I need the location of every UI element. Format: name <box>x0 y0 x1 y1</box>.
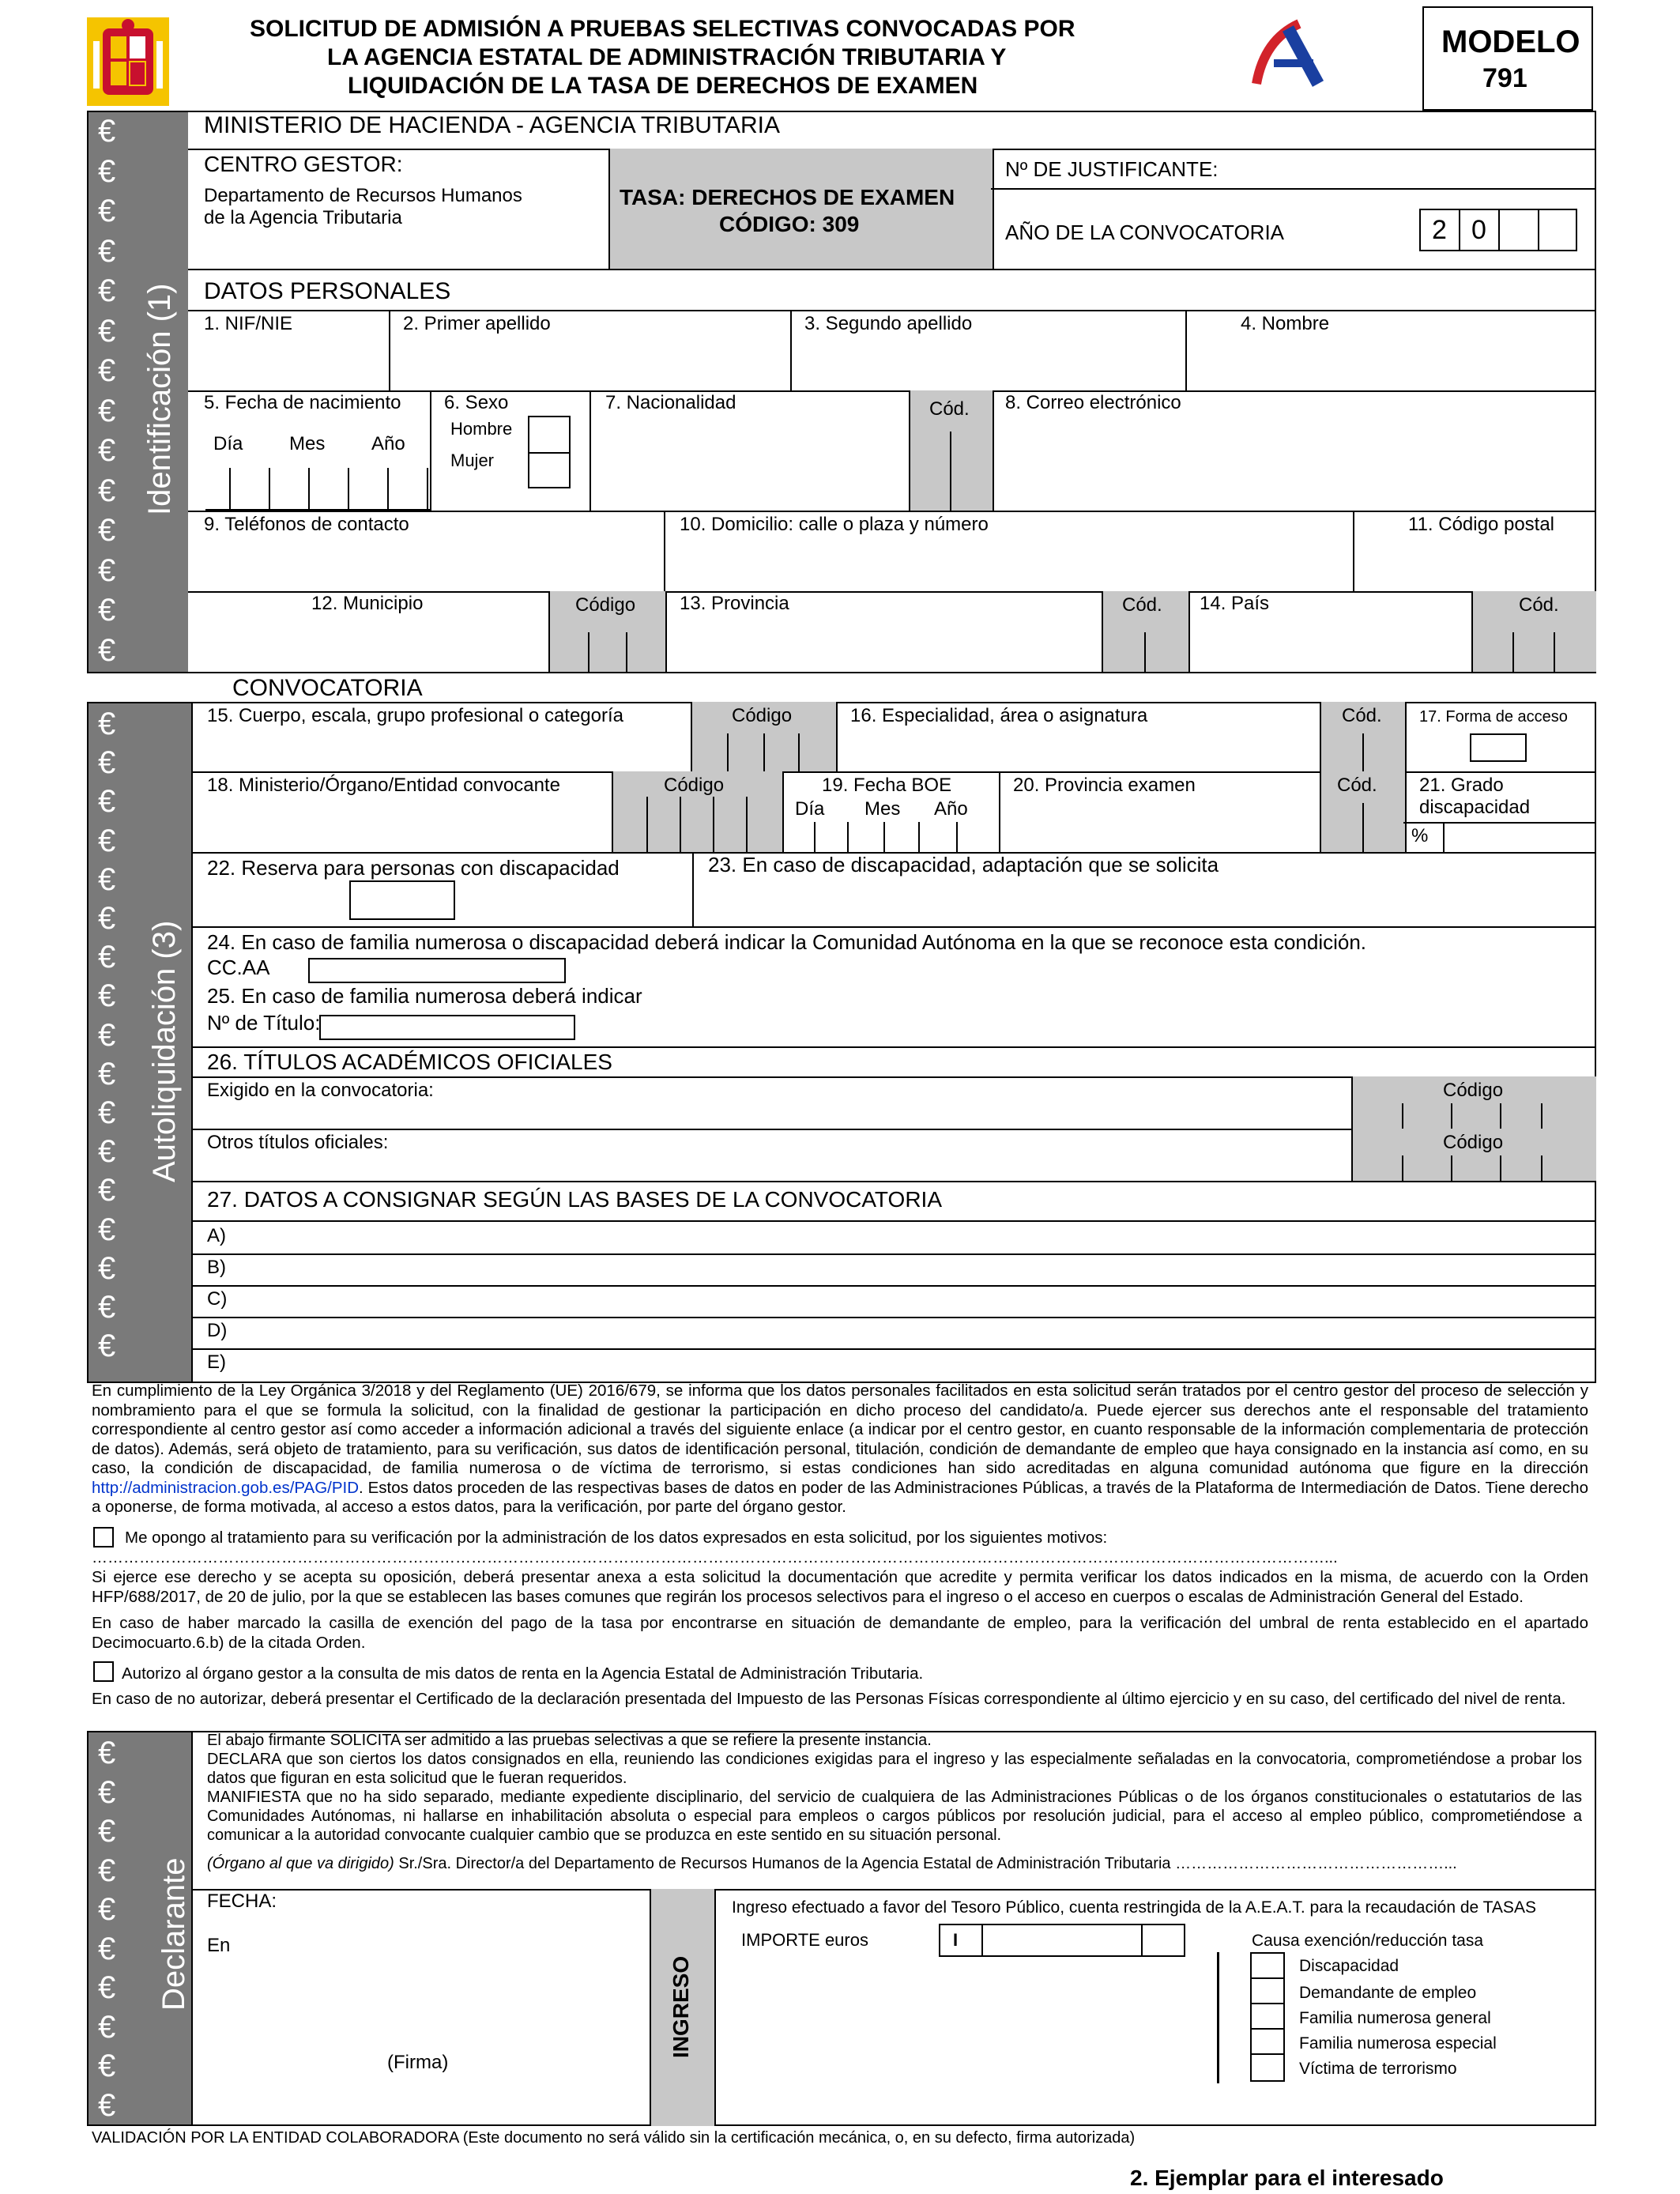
grado-discapacidad-input[interactable] <box>1445 824 1595 850</box>
otros-codigo-label: Código <box>1443 1132 1504 1153</box>
euro-symbol-icon: € <box>98 1173 116 1208</box>
pais-cod-label: Cód. <box>1519 594 1559 616</box>
validacion-text: VALIDACIÓN POR LA ENTIDAD COLABORADORA (Este documento no será válido sin la certificación mecánica, o, en su defecto, firma autorizada) <box>92 2129 1136 2147</box>
causa-familia-numerosa-especial: Familia numerosa especial <box>1299 2034 1497 2053</box>
bases-e-input[interactable] <box>245 1350 1593 1380</box>
hombre-label: Hombre <box>450 419 513 439</box>
euro-symbol-icon: € <box>98 593 116 628</box>
importe-cursor: I <box>953 1930 959 1950</box>
municipio-label: 12. Municipio <box>311 593 424 614</box>
cuerpo-input[interactable] <box>193 732 691 771</box>
euro-symbol-icon: € <box>98 1774 116 1810</box>
modelo-number: 791 <box>1482 63 1527 93</box>
euro-symbol-icon: € <box>98 707 116 741</box>
ccaa-input[interactable] <box>308 958 566 983</box>
causa-familia-numerosa-general: Familia numerosa general <box>1299 2009 1491 2027</box>
euro-symbol-icon: € <box>98 552 116 588</box>
euro-symbol-icon: € <box>98 2049 116 2083</box>
otros-titulos-label: Otros títulos oficiales: <box>207 1132 389 1153</box>
reserva-input[interactable] <box>349 880 455 920</box>
provincia-examen-label: 20. Provincia examen <box>1013 775 1196 796</box>
fecha-label: FECHA: <box>207 1891 277 1912</box>
exigido-codigo-label: Código <box>1443 1080 1504 1101</box>
nacionalidad-cod-label: Cód. <box>929 398 970 420</box>
boe-anio-label: Año <box>934 798 968 820</box>
euro-symbol-icon: € <box>98 313 116 349</box>
euro-symbol-icon: € <box>98 433 116 468</box>
provincia-cod-label: Cód. <box>1122 594 1162 616</box>
causa-checkboxes[interactable] <box>1250 1952 1285 2082</box>
euro-symbol-icon: € <box>98 1134 116 1170</box>
nacionalidad-input[interactable] <box>591 419 907 509</box>
justificante-label: Nº DE JUSTIFICANTE: <box>1005 157 1219 181</box>
identificacion-side-label: Identificación (1) <box>142 283 177 515</box>
euro-symbol-icon: € <box>98 1212 116 1247</box>
pais-input[interactable] <box>1188 620 1470 670</box>
forma-acceso-input[interactable] <box>1470 733 1527 762</box>
mujer-label: Mujer <box>450 450 495 470</box>
titulo-label: Nº de Título: <box>207 1011 321 1035</box>
causa-victima-terrorismo: Víctima de terrorismo <box>1299 2060 1457 2078</box>
euro-symbol-icon: € <box>98 632 116 668</box>
bases-c-label: C) <box>207 1288 228 1310</box>
oposicion-consecuencias-text: Si ejerce ese derecho y se acepta su oposición, deberá presentar anexa a esta solicitud la documentación que acredite y permita verificar los datos indicados en la misma, de acuerdo con la Orden HFP/688/2017, de 20 de julio, por la que se establecen las bases comunes que regirán los procesos selectivos para el ingreso o el acceso en cuerpos o escalas de Administración General del Estado. <box>92 1568 1588 1606</box>
codigo-postal-input[interactable] <box>1354 541 1595 588</box>
segundo-apellido-input[interactable] <box>792 340 1184 387</box>
especialidad-label: 16. Especialidad, área o asignatura <box>850 705 1148 726</box>
municipio-input[interactable] <box>190 620 547 670</box>
provincia-examen-cod-label: Cód. <box>1337 775 1377 796</box>
familia-numerosa-instruction: 25. En caso de familia numerosa deberá indicar <box>207 984 642 1008</box>
euro-symbol-icon: € <box>98 1095 116 1130</box>
euro-symbol-icon: € <box>98 194 116 228</box>
reserva-label: 22. Reserva para personas con discapacidad <box>207 856 620 880</box>
pid-link[interactable]: http://administracion.gob.es/PAG/PID <box>92 1478 360 1497</box>
bases-d-input[interactable] <box>245 1318 1593 1348</box>
provincia-label: 13. Provincia <box>680 593 789 614</box>
euro-symbol-icon: € <box>98 153 116 189</box>
euro-symbol-icon: € <box>98 1250 116 1286</box>
euro-symbol-icon: € <box>98 1329 116 1364</box>
dia-label: Día <box>213 433 243 454</box>
ministerio-label: MINISTERIO DE HACIENDA - AGENCIA TRIBUTARIA <box>204 112 781 138</box>
form-title-line1: SOLICITUD DE ADMISIÓN A PRUEBAS SELECTIVAS CONVOCADAS POR <box>250 16 1075 42</box>
boe-dia-label: Día <box>795 798 825 820</box>
causa-exencion-label: Causa exención/reducción tasa <box>1252 1932 1484 1950</box>
declarante-side-label: Declarante <box>156 1857 191 2011</box>
spain-coat-of-arms-icon <box>87 17 169 106</box>
fecha-lugar-input[interactable] <box>237 1928 648 1960</box>
primer-apellido-input[interactable] <box>390 340 789 387</box>
fecha-nacimiento-label: 5. Fecha de nacimiento <box>204 392 401 413</box>
causa-demandante-empleo: Demandante de empleo <box>1299 1984 1477 2002</box>
euro-symbol-icon: € <box>98 114 116 149</box>
euro-symbol-icon: € <box>98 1736 116 1770</box>
tasa-line1: TASA: DERECHOS DE EXAMEN <box>620 185 955 209</box>
anio-convocatoria-label: AÑO DE LA CONVOCATORIA <box>1005 221 1285 244</box>
euro-symbol-icon: € <box>98 1892 116 1927</box>
form-title-line3: LIQUIDACIÓN DE LA TASA DE DERECHOS DE EXAMEN <box>348 73 978 99</box>
primer-apellido-label: 2. Primer apellido <box>403 313 551 334</box>
autorizo-renta-checkbox[interactable] <box>93 1661 114 1682</box>
no-autorizar-text: En caso de no autorizar, deberá presentar el Certificado de la declaración presentada del Impuesto de las Personas Físicas correspondiente al último ejercicio y en su caso, del certificado del nivel de renta. <box>92 1690 1566 1708</box>
euro-symbol-icon: € <box>98 1290 116 1325</box>
centro-gestor-label: CENTRO GESTOR: <box>204 152 403 176</box>
codigo-postal-label: 11. Código postal <box>1408 514 1555 535</box>
modelo-label: MODELO <box>1441 25 1580 59</box>
otros-titulos-input[interactable] <box>193 1155 1350 1179</box>
euro-symbol-icon: € <box>98 2087 116 2123</box>
fecha-nacimiento-input[interactable] <box>205 468 430 511</box>
fecha-boe-label: 19. Fecha BOE <box>822 775 952 796</box>
bases-a-input[interactable] <box>245 1222 1593 1252</box>
ejemplar-label: 2. Ejemplar para el interesado <box>1130 2166 1444 2190</box>
ingreso-tesoro-text: Ingreso efectuado a favor del Tesoro Público, cuenta restringida de la A.E.A.T. para la recaudación de TASAS <box>732 1898 1536 1917</box>
euro-symbol-icon: € <box>98 353 116 388</box>
domicilio-input[interactable] <box>665 541 1351 588</box>
segundo-apellido-label: 3. Segundo apellido <box>804 313 973 334</box>
centro-gestor-line2: de la Agencia Tributaria <box>204 207 402 228</box>
anio-label: Año <box>371 433 405 454</box>
aeat-logo-icon <box>1242 16 1331 95</box>
telefonos-label: 9. Teléfonos de contacto <box>204 514 409 535</box>
bases-a-label: A) <box>207 1225 226 1246</box>
anio-digit-1: 2 <box>1432 215 1447 245</box>
importe-input[interactable] <box>939 1924 1185 1957</box>
euro-symbol-icon: € <box>98 784 116 820</box>
titulo-input[interactable] <box>319 1015 575 1040</box>
sexo-label: 6. Sexo <box>444 392 509 413</box>
importe-label: IMPORTE euros <box>741 1930 868 1950</box>
euro-symbol-icon: € <box>98 233 116 269</box>
euro-symbol-icon: € <box>98 393 116 428</box>
euro-symbol-icon: € <box>98 1814 116 1849</box>
euro-symbol-icon: € <box>98 901 116 936</box>
ccaa-label: CC.AA <box>207 956 270 979</box>
bases-e-label: E) <box>207 1351 226 1373</box>
autorizo-renta-label: Autorizo al órgano gestor a la consulta de mis datos de renta en la Agencia Estatal de Administración Tributaria. <box>122 1664 924 1683</box>
solicita-text: El abajo firmante SOLICITA ser admitido a las pruebas selectivas a que se refiere la presente instancia. DECLARA que son ciertos los datos consignados en ella, reuniendo las condiciones exigidas para el ingreso y las especialmente señaladas en la convocatoria, comprometiéndose a probar los datos que figuran en esta solicitud que le fueran requeridos. MANIFIESTA que no ha sido separado, mediante expediente disciplinario, del servicio de cualquiera de las Administraciones Públicas o de los órganos constitucionales o estatutarios de las Comunidades Autónomas, ni hallarse en inhabilitación absoluta o especial para empleos o cargos públicos por resolución judicial, para el acceso al empleo público, comprometiéndose a comunicar a la autoridad convocante cualquier cambio que se produzca en este sentido en su situación personal. (Órgano al que va dirigido) Sr./Sra. Director/a del Departamento de Recursos Humanos de la Agencia Estatal de Administración Tributaria ……………………………………………... <box>207 1732 1582 1872</box>
bases-b-label: B) <box>207 1257 226 1278</box>
boe-mes-label: Mes <box>864 798 901 820</box>
bases-d-label: D) <box>207 1320 228 1341</box>
fecha-boe-input[interactable] <box>781 822 999 852</box>
ministerio-convocante-input[interactable] <box>193 801 612 850</box>
oposicion-label: Me opongo al tratamiento para su verificación por la administración de los datos expresados en esta solicitud, por los siguientes motivos: <box>125 1529 1108 1547</box>
sexo-checkboxes[interactable] <box>528 416 571 488</box>
nacionalidad-label: 7. Nacionalidad <box>605 392 736 413</box>
centro-gestor-line1: Departamento de Recursos Humanos <box>204 185 522 206</box>
bases-c-input[interactable] <box>245 1287 1593 1317</box>
adaptacion-label: 23. En caso de discapacidad, adaptación que se solicita <box>708 853 1219 876</box>
euro-symbol-icon: € <box>98 978 116 1014</box>
grado-discapacidad-line2: discapacidad <box>1419 797 1531 818</box>
euro-symbol-icon: € <box>98 1056 116 1091</box>
mes-label: Mes <box>289 433 326 454</box>
grado-discapacidad-line1: 21. Grado <box>1419 775 1504 796</box>
exigido-label: Exigido en la convocatoria: <box>207 1080 434 1101</box>
demandante-empleo-text: En caso de haber marcado la casilla de exención del pago de la tasa por encontrarse en situación de demandante de empleo, para la verificación del umbral de renta establecido en el apartado Decimocuarto.6.b) de la citada Orden. <box>92 1614 1588 1652</box>
datos-personales-title: DATOS PERSONALES <box>204 278 451 304</box>
oposicion-dots: ………………………………………………………………………………………………………………………………………………………………………………………………………………... <box>92 1549 1338 1566</box>
euro-symbol-icon: € <box>98 1017 116 1053</box>
nif-input[interactable] <box>190 340 387 387</box>
proteccion-datos-text: En cumplimiento de la Ley Orgánica 3/2018 y del Reglamento (UE) 2016/679, se informa que los datos personales facilitados en esta solicitud serán tratados por el centro gestor del proceso de selección y nombramiento para el que se formula la solicitud, con la finalidad de gestionar la participación en dicho proceso del candidato/a. Puede ejercer sus derechos ante el responsable del tratamiento correspondiente al centro gestor así como acceder a información adicional a través del siguiente enlace (a indicar por el centro gestor, en cuanto responsable de la información complementaria de protección de datos). Además, será objeto de tratamiento, para su verificación, sus datos de identificación personal, titulación, condición de demandante de empleo que haya consignado en la instancia así como, en su caso, la condición de discapacidad, de familia numerosa o de víctima de terrorismo, si estas condiciones han sido acreditadas en alguna comunidad autónoma que figure en la dirección http://administracion.gob.es/PAG/PID. Estos datos proceden de las respectivas bases de datos en poder de las Administraciones Públicas, a través de la Plataforma de Intermediación de Datos. Tiene derecho a oponerse, de forma motivada, al acceso a estos datos, para la verificación, por parte del órgano gestor. <box>92 1382 1588 1516</box>
nombre-label: 4. Nombre <box>1241 313 1330 334</box>
especialidad-cod-label: Cód. <box>1342 705 1382 726</box>
euro-symbol-icon: € <box>98 745 116 781</box>
domicilio-label: 10. Domicilio: calle o plaza y número <box>680 514 989 535</box>
autoliquidacion-side-label: Autoliquidación (3) <box>147 920 182 1182</box>
euro-symbol-icon: € <box>98 1970 116 2005</box>
ministerio-codigo-label: Código <box>664 775 725 796</box>
euro-symbol-icon: € <box>98 473 116 508</box>
anio-convocatoria-boxes[interactable] <box>1419 209 1577 251</box>
ingreso-side-label: INGRESO <box>669 1955 693 2058</box>
ccaa-instruction: 24. En caso de familia numerosa o discapacidad deberá indicar la Comunidad Autónoma en la que se reconoce esta condición. <box>207 930 1367 954</box>
euro-symbol-icon: € <box>98 940 116 975</box>
cuerpo-codigo-label: Código <box>732 705 793 726</box>
correo-input[interactable] <box>994 419 1595 509</box>
bases-b-input[interactable] <box>245 1255 1593 1285</box>
convocatoria-title: CONVOCATORIA <box>232 675 423 701</box>
titulos-title: 26. TÍTULOS ACADÉMICOS OFICIALES <box>207 1050 612 1074</box>
euro-symbol-icon: € <box>98 513 116 548</box>
adaptacion-input[interactable] <box>694 880 1595 925</box>
firma-label: (Firma) <box>387 2052 449 2073</box>
modelo-box <box>1422 6 1593 111</box>
telefonos-input[interactable] <box>190 541 662 588</box>
especialidad-input[interactable] <box>836 732 1318 771</box>
pct-label: % <box>1411 825 1429 846</box>
exigido-input[interactable] <box>193 1103 1350 1127</box>
euro-symbol-icon: € <box>98 1853 116 1888</box>
euro-symbol-icon: € <box>98 2009 116 2045</box>
datos-bases-title: 27. DATOS A CONSIGNAR SEGÚN LAS BASES DE LA CONVOCATORIA <box>207 1187 942 1212</box>
form-title-line2: LA AGENCIA ESTATAL DE ADMINISTRACIÓN TRIBUTARIA Y <box>327 44 1007 70</box>
euro-symbol-icon: € <box>98 861 116 897</box>
euro-symbol-icon: € <box>98 823 116 858</box>
cuerpo-label: 15. Cuerpo, escala, grupo profesional o categoría <box>207 705 624 726</box>
forma-acceso-label: 17. Forma de acceso <box>1419 708 1568 726</box>
municipio-codigo-label: Código <box>575 594 636 616</box>
provincia-examen-input[interactable] <box>1000 801 1318 850</box>
nif-label: 1. NIF/NIE <box>204 313 293 334</box>
anio-digit-2: 0 <box>1471 215 1486 245</box>
pais-label: 14. País <box>1200 593 1270 614</box>
causa-discapacidad: Discapacidad <box>1299 1957 1399 1975</box>
nombre-input[interactable] <box>1187 340 1595 387</box>
correo-label: 8. Correo electrónico <box>1005 392 1181 413</box>
oposicion-checkbox[interactable] <box>93 1527 114 1547</box>
euro-symbol-icon: € <box>98 273 116 308</box>
tasa-line2: CÓDIGO: 309 <box>719 212 860 236</box>
provincia-input[interactable] <box>665 620 1100 670</box>
euro-symbol-icon: € <box>98 1931 116 1966</box>
lugar-label: En <box>207 1935 231 1956</box>
ministerio-convocante-label: 18. Ministerio/Órgano/Entidad convocante <box>207 775 560 796</box>
